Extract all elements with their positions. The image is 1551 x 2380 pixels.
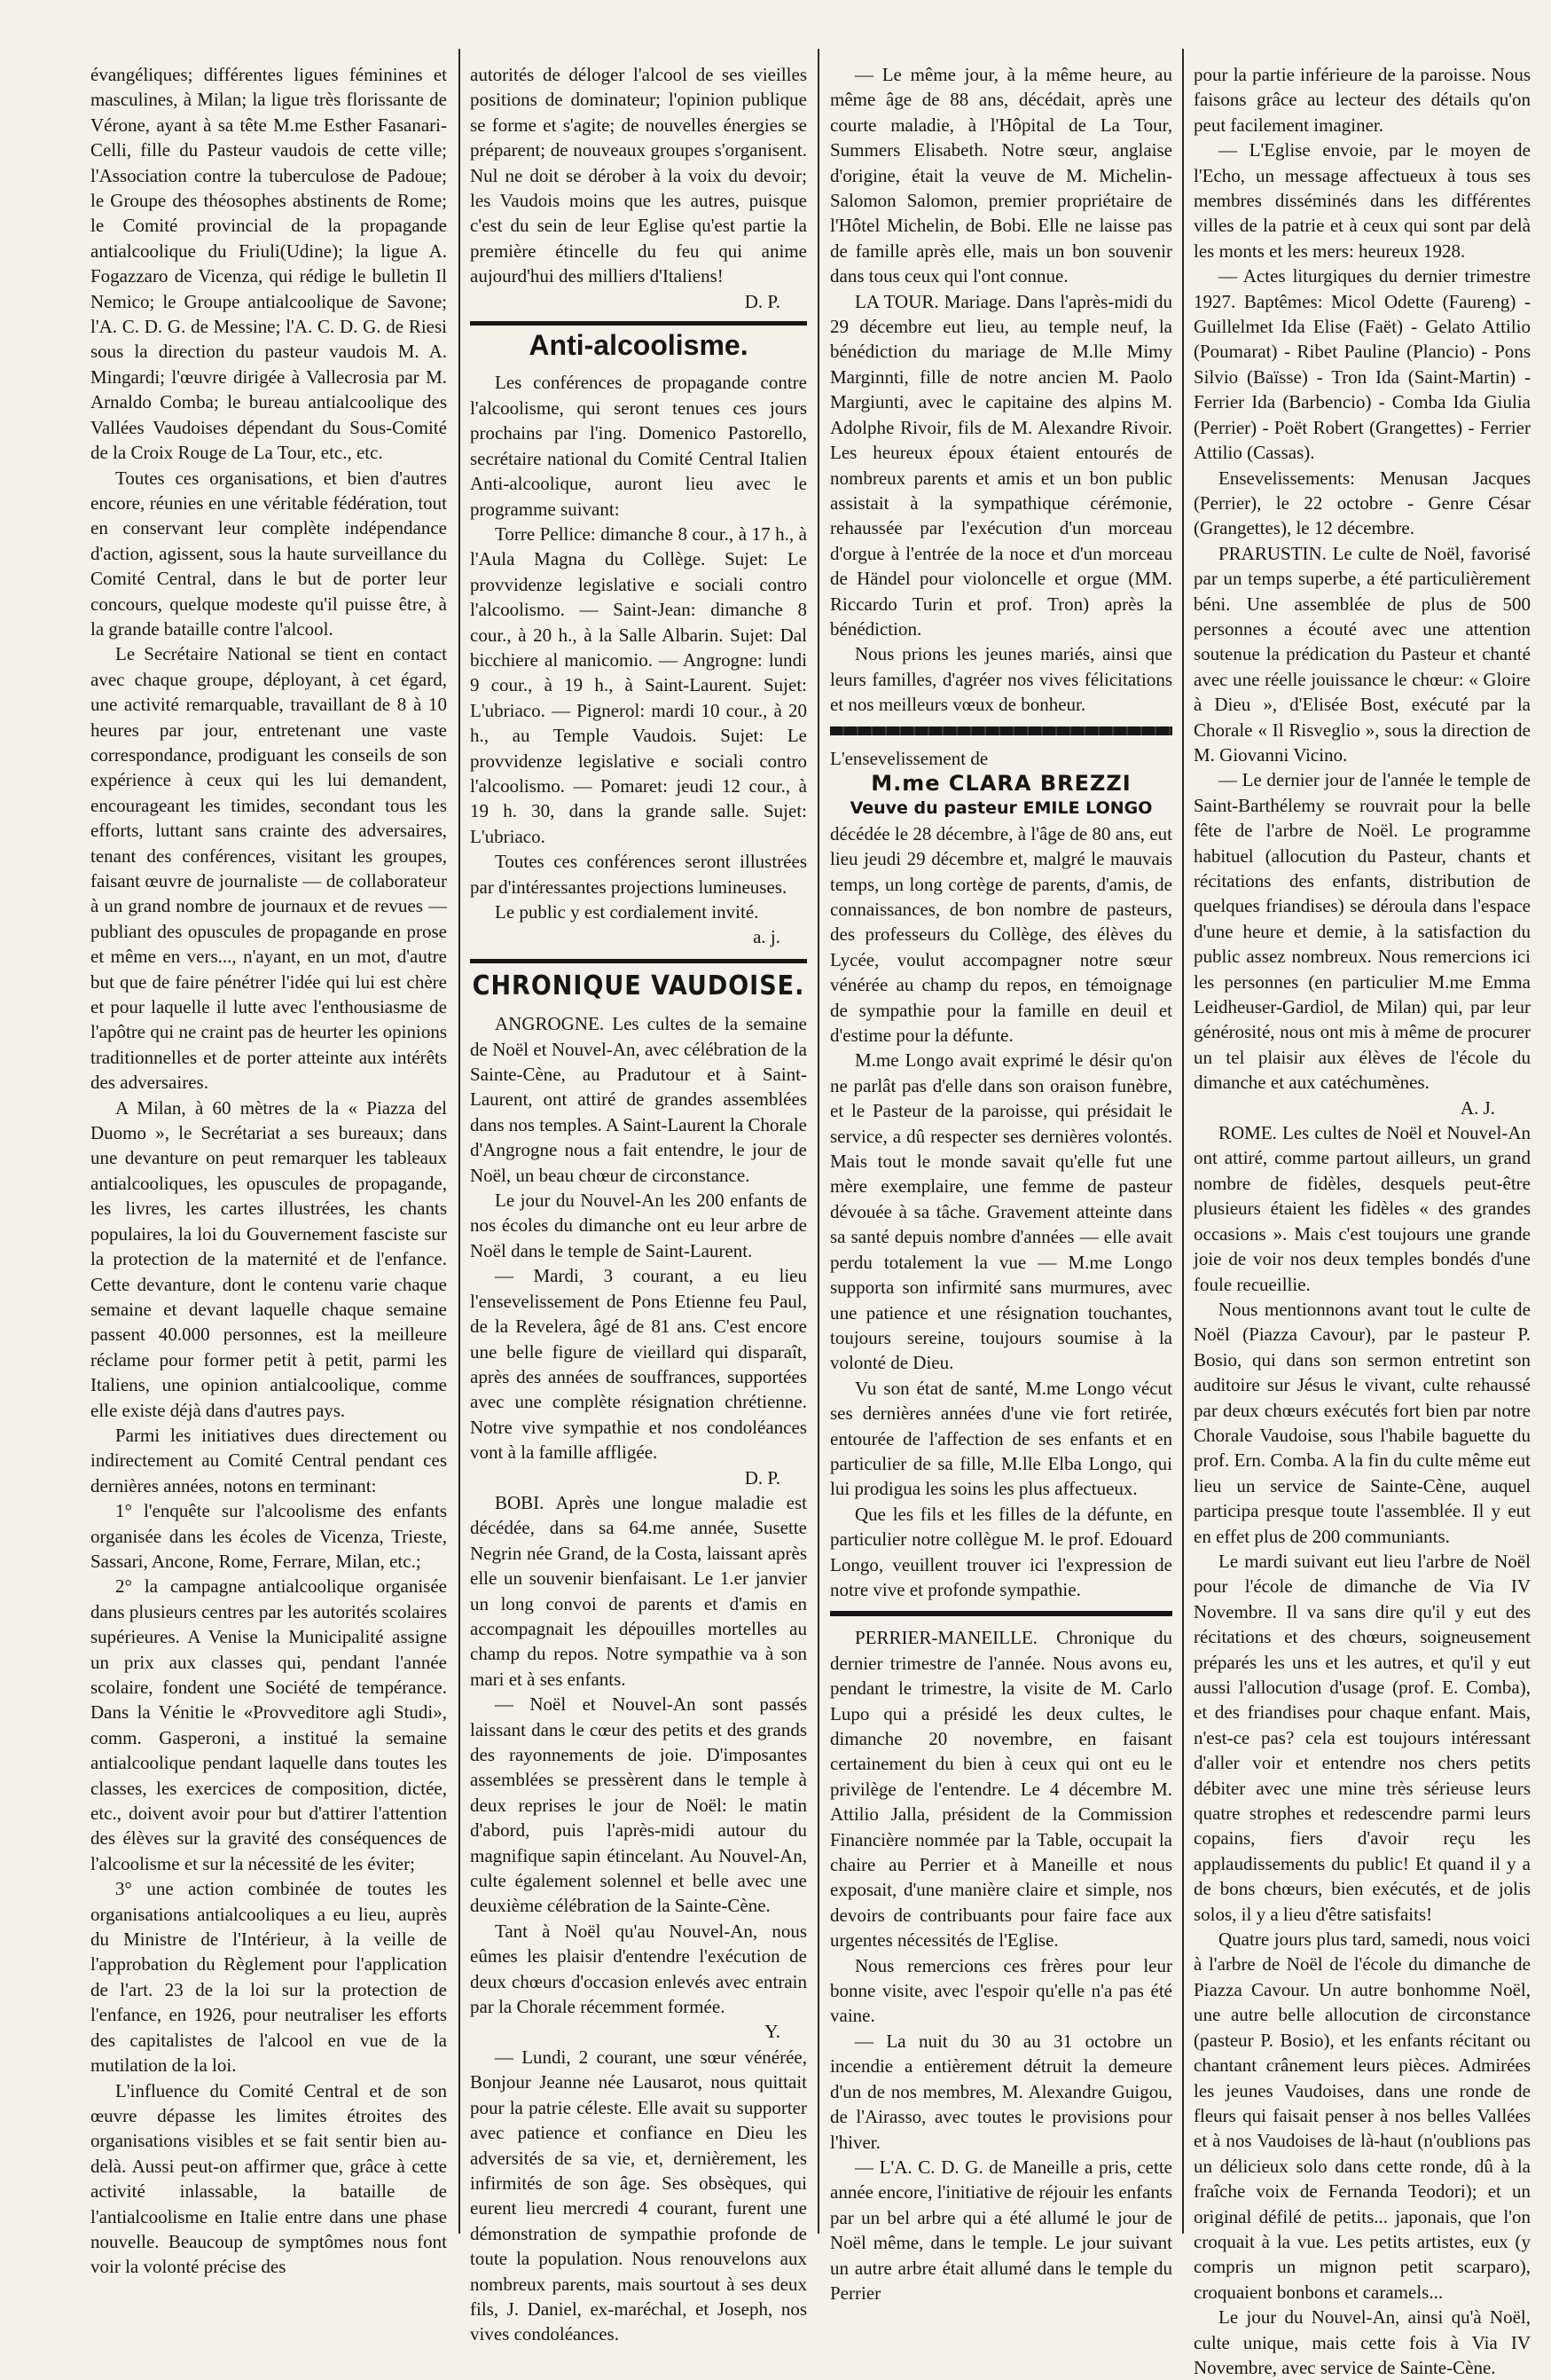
paragraph: — L'A. C. D. G. de Maneille a pris, cette année encore, l'initiative de réjouir les enfants par un bel arbre qui a été allumé le jour de Noël même, dans le temple. Le jour suivant un autre arbre était allumé dans le temple du Perrier <box>830 2156 1172 2304</box>
column-1 <box>90 62 447 2278</box>
paragraph: Vu son état de santé, M.me Longo vécut ses dernières années d'une vie fort retirée, entourée de l'affection de ses enfants et en particulier de sa fille, M.lle Elba Longo, qui lui prodigua les soins les plus affectueux. <box>830 1377 1172 1500</box>
paragraph: Nous prions les jeunes mariés, ainsi que leurs familles, d'agréer nos vives félicitations et nos meilleurs vœux de bonheur. <box>830 643 1172 716</box>
paragraph: Toutes ces organisations, et bien d'autres encore, réunies en une véritable fédération, tout en conservant leur complète indépendance d'action, agissent, sous la haute surveillance du Comité Central, dans le but de porter leur concours, quelque modeste qu'il puisse être, à la grande bataille contre l'alcool. <box>90 467 447 640</box>
paragraph: Ensevelissements: Menusan Jacques (Perrier), le 22 octobre - Genre César (Grangettes), le 12 décembre. <box>1194 467 1531 539</box>
paragraph: Toutes ces conférences seront illustrées par d'intéressantes projections lumineuses. <box>470 851 807 898</box>
column-2 <box>470 62 807 2345</box>
paragraph: Tant à Noël qu'au Nouvel-An, nous eûmes les plaisir d'entendre l'exécution de deux chœurs d'occasion enlevés avec entrain par la Chorale récemment formée. <box>470 1920 807 2018</box>
signature: D. P. <box>744 1466 780 1488</box>
separator-bar <box>830 1611 1172 1616</box>
paragraph: — Le même jour, à la même heure, au même âge de 88 ans, décédait, après une courte maladie, à l'Hôpital de La Tour, Summers Elisabeth. Notre sœur, anglaise d'origine, était la veuve de M. Michelin-Salomon Salomon, premier propriétaire de l'Hôtel Michelin, de Bobi. Elle ne laisse pas de famille après elle, mais un bon souvenir dans tous ceux qui l'ont connue. <box>830 64 1172 287</box>
paragraph: — L'Eglise envoie, par le moyen de l'Echo, un message affectueux à tous ses membres disséminés dans les différentes villes de la patrie et à ceux qui sont par delà les monts et les mers: heureux 1928. <box>1194 139 1531 262</box>
paragraph: ANGROGNE. Les cultes de la semaine de Noël et Nouvel-An, avec célébration de la Sainte-Cène, au Pradutour et à Saint-Laurent, ont attiré de grandes assemblées dans nos temples. A Saint-Laurent la Chorale d'Angrogne nous a fait entendre, le jour de Noël, un beau chœur de circonstance. <box>470 1013 807 1186</box>
paragraph: évangéliques; différentes ligues féminines et masculines, à Milan; la ligue très florissante de Vérone, ayant à sa tête M.me Esther Fasanari-Celli, fille du Pasteur vaudois de cette ville; l'Association contre la tuberculose de Padoue; le Groupe des théosophes abstinents de Rome; le Comité provincial de la propagande antialcoolique du Friuli(Udine); la ligue A. Fogazzaro de Vicenza, qui rédige le bulletin Il Nemico; le Groupe antialcoolique de Savone; l'A. C. D. G. de Messine; l'A. C. D. G. de Riesi sous la direction du pasteur vaudois M. A. Mingardi; l'œuvre dirigée à Vallecrosia par M. Arnaldo Comba; le bureau antialcoolique des Vallées Vaudoises dépendant du Sous-Comité de la Croix Rouge de La Tour, etc., etc. <box>90 64 447 464</box>
paragraph: décédée le 28 décembre, à l'âge de 80 ans, eut lieu jeudi 29 décembre et, malgré le mauvais temps, un long cortège de parents, d'amis, de connaissances, de bon nombre de pasteurs, des professeurs du Collège, des élèves du Lycée, voulut accompagner notre sœur vénérée au champ du repos, en témoignage de sympathie pour la famille en deuil et d'estime pour la défunte. <box>830 822 1172 1047</box>
signature: a. j. <box>753 926 780 948</box>
paragraph: Le public y est cordialement invité. <box>495 901 759 923</box>
paragraph: Nous mentionnons avant tout le culte de Noël (Piazza Cavour), par le pasteur P. Bosio, qui dans son sermon entretint son auditoire sur Jésus le vivant, culte rehaussé par deux chœurs exécutés fort bien par notre Chorale Vaudoise, sous l'habile baguette du prof. Ern. Comba. A la fin du culte même eut lieu un service de Sainte-Cène, auquel participa presque toute l'assemblée. Il y eut en effet plus de 200 communiants. <box>1194 1298 1531 1547</box>
paragraph: ROME. Les cultes de Noël et Nouvel-An ont attiré, comme partout ailleurs, un grand nombre de fidèles, desquels peut-être plusieurs étaient les fidèles « des grandes occasions ». Mais c'est toujours une grande joie de voir nos deux temples bondés d'une foule recueillie. <box>1194 1122 1531 1295</box>
obituary-name: M.me CLARA BREZZI <box>871 770 1132 796</box>
paragraph: Quatre jours plus tard, samedi, nous voici à l'arbre de Noël de l'école du dimanche de Piazza Cavour. Un autre bonhomme Noël, une autre belle allocution de circonstance (pasteur P. Bosio), et les enfants récitant ou chantant crânement leurs pièces. Admirées les jeunes Vaudoises, dans une ronde de fleurs qui faisait penser à nos belles Vallées et à nos Vaudoises de là-haut (n'oublions pas un délicieux solo dans cette ronde, dû à la fraîche voix de Fernanda Teodori); et un original défilé de petits... japonais, que l'on croquait à la vue. Les petits artistes, eux (y compris un mignon petit scarparo), croquaient bonbons et caramels... <box>1194 1928 1531 2303</box>
separator-bar <box>830 727 1172 735</box>
paragraph: A Milan, à 60 mètres de la « Piazza del Duomo », le Secrétariat a ses bureaux; dans une devanture on peut remarquer les tableaux antialcooliques, les opuscules de propagande, les livres, les cartes illustrées, les chants populaires, la loi du Gouvernement fasciste sur la protection de la maternité et de l'enfance. Cette devanture, dont le contenu varie chaque semaine et devant laquelle chaque semaine passent 40.000 personnes, est la meilleure réclame pour former petit à petit, parmi les Italiens, une opinion antialcoolique, comme elle existe déjà dans d'autres pays. <box>90 1096 447 1421</box>
obituary-intro: L'ensevelissement de <box>830 747 989 769</box>
paragraph: — Noël et Nouvel-An sont passés laissant dans le cœur des petits et des grands des rayonnements de joie. D'imposantes assemblées se pressèrent dans le temple à deux reprises le jour de Noël: le matin d'abord, puis l'après-midi autour du magnifique sapin étincelant. Au Nouvel-An, culte également solennel et belle avec une deuxième célébration de la Sainte-Cène. <box>470 1693 807 1917</box>
column-rule <box>458 49 460 2234</box>
paragraph: PERRIER-MANEILLE. Chronique du dernier trimestre de l'année. Nous avons eu, pendant le trimestre, la visite de M. Carlo Lupo qui a présidé les deux cultes, le dimanche 20 novembre, en faisant certainement du bien à ceux qui ont eu le privilège de l'entendre. Le 4 décembre M. Attilio Jalla, président de la Commission Financière nommée par la Table, occupait la chaire au Perrier et à Maneille et nous exposait, d'une manière claire et simple, nos devoirs de contribuants pour faire face aux urgentes nécessités de l'Eglise. <box>830 1627 1172 1952</box>
paragraph: Le jour du Nouvel-An les 200 enfants de nos écoles du dimanche ont eu leur arbre de Noël dans le temple de Saint-Laurent. <box>470 1190 807 1261</box>
paragraph: Torre Pellice: dimanche 8 cour., à 17 h., à l'Aula Magna du Collège. Sujet: Le provvidenze legislative e sociali contro l'alcoolismo. — Saint-Jean: dimanche 8 cour., à 20 h., à la Salle Albarin. Sujet: Dal bicchiere al manicomio. — Angrogne: lundi 9 cour., à 19 h., à Saint-Laurent. Sujet: L'ubriaco. — Pignerol: mardi 10 cour., à 20 h., au Temple Vaudois. Sujet: Le provvidenze legislative e sociali contro l'alcoolismo. — Pomaret: jeudi 12 cour., à 19 h. 30, dans la grande salle. Sujet: L'ubriaco. <box>470 522 807 847</box>
paragraph: Le mardi suivant eut lieu l'arbre de Noël pour l'école de dimanche de Via IV Novembre. Il va sans dire qu'il y eut des récitations et des chœurs, soigneusement préparés les uns et les autres, et qu'il y eut aussi l'allocution d'usage (prof. E. Comba), et des friandises pour chaque enfant. Mais, n'est-ce pas? cela est toujours intéressant d'aller voir et entendre nos chers petits débiter avec une mine très sérieuse leurs quatre strophes et redescendre parmi leurs copains, fiers d'avoir reçu les applaudissements du public! Et quand il y a de bons chœurs, bien exécutés, et de jolis solos, il y a lieu d'être satisfaits! <box>1194 1550 1531 1925</box>
paragraph: Que les fils et les filles de la défunte, en particulier notre collègue M. le prof. Edouard Longo, veuillent trouver ici l'expression de notre vive et profonde sympathie. <box>830 1503 1172 1600</box>
column-4 <box>1194 62 1531 2378</box>
section-heading-anti-alcoolisme: Anti-alcoolisme. <box>470 321 807 357</box>
paragraph: PRARUSTIN. Le culte de Noël, favorisé par un temps superbe, a été particulièrement béni. Une assemblée de plus de 500 personnes a écouté avec une attention soutenue la prédication du Pasteur et chanté avec une réelle jouissance le chœur: « Gloire à Dieu », d'Elisée Bost, exécuté par la Chorale « Il Risveglio », sous la direction de M. Giovanni Vicino. <box>1194 542 1531 766</box>
paragraph: — La nuit du 30 au 31 octobre un incendie a entièrement détruit la demeure d'un de nos membres, M. Alexandre Guigou, de l'Airasso, avec toutes le provisions pour l'hiver. <box>830 2030 1172 2153</box>
paragraph: Le jour du Nouvel-An, ainsi qu'à Noël, culte unique, mais cette fois à Via IV Novembre, avec service de Sainte-Cène. <box>1194 2306 1531 2378</box>
paragraph: 1° l'enquête sur l'alcoolisme des enfants organisée dans les écoles de Vicenza, Trieste, Sassari, Ancone, Rome, Ferrare, Milan, etc.; <box>90 1500 447 1572</box>
paragraph: autorités de déloger l'alcool de ses vieilles positions de dominateur; l'opinion publique se forme et s'agite; de nouvelles énergies se préparent; de nouveaux groupes s'organisent. Nul ne doit se dérober à la voix du devoir; les Vaudois moins que les autres, puisque c'est du sein de leur Eglise qu'est partie la première étincelle du feu qui anime aujourd'hui des milliers d'Italiens! <box>470 64 807 287</box>
paragraph: 3° une action combinée de toutes les organisations antialcooliques a eu lieu, auprès du Ministre de l'Intérieur, à la veille de l'approbation du Règlement pour l'application de l'art. 23 de la loi sur la protection de l'enfance, en 1926, pour neutraliser les efforts des capitalistes de l'alcool en vue de la mutilation de la loi. <box>90 1878 447 2077</box>
paragraph: — Mardi, 3 courant, a eu lieu l'ensevelissement de Pons Etienne feu Paul, de la Revelera, âgé de 81 ans. C'est encore une belle figure de vieillard qui disparaît, après des années de souffrances, supportées avec une complète résignation chrétienne. Notre vive sympathie et nos condoléances vont à la famille affligée. <box>470 1265 807 1464</box>
paragraph: L'influence du Comité Central et de son œuvre dépasse les limites étroites des organisations visibles et se fait sentir bien au-delà. Aussi peut-on affirmer que, grâce à cette activité inlassable, la bataille de l'antialcoolisme en Italie entre dans une phase nouvelle. Beaucoup de symptômes nous font voir la volonté précise des <box>90 2079 447 2278</box>
paragraph: 2° la campagne antialcoolique organisée dans plusieurs centres par les autorités scolaires supérieures. A Venise la Municipalité assigne un prix aux classes qui, pendant l'année scolaire, fondent une Société de tempérance. Dans la Vénitie le «Provveditore agli Studi», comm. Gasperoni, a institué la semaine antialcoolique pendant laquelle dans toutes les classes, les exercices de composition, dictée, etc., doivent avoir pour but d'attirer l'attention des élèves sur la gravité des conséquences de l'alcoolisme et sur la nécessité de les éviter; <box>90 1575 447 1874</box>
column-rule <box>818 49 819 2234</box>
signature: A. J. <box>1460 1096 1495 1119</box>
column-3 <box>830 62 1172 2304</box>
paragraph: pour la partie inférieure de la paroisse. Nous faisons grâce au lecteur des détails qu'on peut facilement imaginer. <box>1194 64 1531 136</box>
paragraph: — Actes liturgiques du dernier trimestre 1927. Baptêmes: Micol Odette (Faureng) - Guillelmet Ida Elise (Faët) - Gelato Attilio (Poumarat) - Ribet Pauline (Plancio) - Pons Silvio (Baïsse) - Tron Ida (Saint-Martin) - Ferrier Ida (Barbencio) - Comba Ida Giulia (Perrier) - Poët Robert (Grangettes) - Ferrier Attilio (Cassas). <box>1194 265 1531 464</box>
paragraph: Le Secrétaire National se tient en contact avec chaque groupe, déployant, à cet égard, une activité remarquable, travaillant de 8 à 10 heures par jour, entretenant une vaste correspondance, prodiguant les conseils de son expérience à ceux qui les lui demandent, encourageant les timides, secondant tous les efforts, luttant sans crainte des adversaires, tenant des conférences, visitant les groupes, faisant œuvre de journaliste — de collaborateur à un grand nombre de journaux et de revues — publiant des opuscules de propagande en prose et même en vers..., n'ayant, en un mot, d'autre but que de faire pénétrer l'idée qui lui est chère et pour laquelle il lutte avec l'enthousiasme de l'apôtre qui ne craint pas de heurter les opinions traditionnelles et de porter atteinte aux intérêts des adversaires. <box>90 643 447 1094</box>
signature: Y. <box>764 2021 780 2043</box>
paragraph: — Lundi, 2 courant, une sœur vénérée, Bonjour Jeanne née Lausarot, nous quittait pour la patrie céleste. Elle avait su supporter avec patience et confiance en Dieu les adversités de sa vie, et, dernièrement, les infirmités de son âge. Ses obsèques, qui eurent lieu mercredi 4 courant, furent une démonstration de sympathie profonde de toute la population. Nous renouvelons aux nombreux parents, mais sourtout à ses deux fils, J. Daniel, ex-maréchal, et Joseph, nos vives condoléances. <box>470 2046 807 2345</box>
paragraph: — Le dernier jour de l'année le temple de Saint-Barthélemy se rouvrait pour la belle fête de l'arbre de Noël. Le programme habituel (allocution du Pasteur, chants et récitations des enfants, distribution de quelques friandises) se déroula dans l'espace d'une heure et demie, à la satisfaction du public assez nombreux. Nous remercions ici les personnes (en particulier M.me Emma Leidheuser-Gardiol, de Milan) qui, par leur générosité, nous ont mis à même de procurer un tel plaisir aux élèves de l'école du dimanche et aux catéchumènes. <box>1194 769 1531 1094</box>
signature: D. P. <box>744 290 780 312</box>
paragraph: BOBI. Après une longue maladie est décédée, dans sa 64.me année, Susette Negrin née Grand, de la Costa, laissant après elle un souvenir bienfaisant. Le 1.er janvier un long convoi de parents et d'amis en accompagnait les dépouilles mortelles au champ du repos. Notre sympathie va à son mari et à ses enfants. <box>470 1491 807 1690</box>
column-rule <box>1182 49 1184 2234</box>
paragraph: Nous remercions ces frères pour leur bonne visite, avec l'espoir qu'elle n'a pas été vaine. <box>830 1954 1172 2027</box>
paragraph: M.me Longo avait exprimé le désir qu'on ne parlât pas d'elle dans son oraison funèbre, et le Pasteur de la paroisse, qui présidait le service, a dû respecter ses dernières volontés. Mais tout le monde savait qu'elle fut une mère exemplaire, une femme de pasteur dévouée à sa tâche. Gravement atteinte dans sa santé depuis nombre d'années — elle avait perdu totalement la vue — M.me Longo supporta son infirmité sans murmures, avec une patience et une résignation touchantes, toujours sereine, toujours soumise à la volonté de Dieu. <box>830 1049 1172 1374</box>
paragraph: LA TOUR. Mariage. Dans l'après-midi du 29 décembre eut lieu, au temple neuf, la bénédiction du mariage de M.lle Mimy Marginnti, fille de notre ancien M. Paolo Margiunti, avec le capitaine des alpins M. Adolphe Rivoir, fils de M. Alexandre Rivoir. Les heureux époux étaient entourés de nombreux parents et amis et un bon public assistait à la sympathique cérémonie, rehaussée par l'exécution d'un morceau d'orgue à l'entrée de la noce et d'un morceau de Händel pour violoncelle et orgue (MM. Riccardo Turin et prof. Tron) après la bénédiction. <box>830 290 1172 640</box>
obituary-subtitle: Veuve du pasteur EMILE LONGO <box>850 798 1153 819</box>
paragraph: Parmi les initiatives dues directement ou indirectement au Comité Central pendant ces dernières années, notons en terminant: <box>90 1424 447 1496</box>
section-heading-chronique-vaudoise: CHRONIQUE VAUDOISE. <box>470 959 807 999</box>
paragraph: Les conférences de propagande contre l'alcoolisme, qui seront tenues ces jours prochains par l'ing. Domenico Pastorello, secrétaire national du Comité Central Italien Anti-alcoolique, auront lieu avec le programme suivant: <box>470 372 807 520</box>
